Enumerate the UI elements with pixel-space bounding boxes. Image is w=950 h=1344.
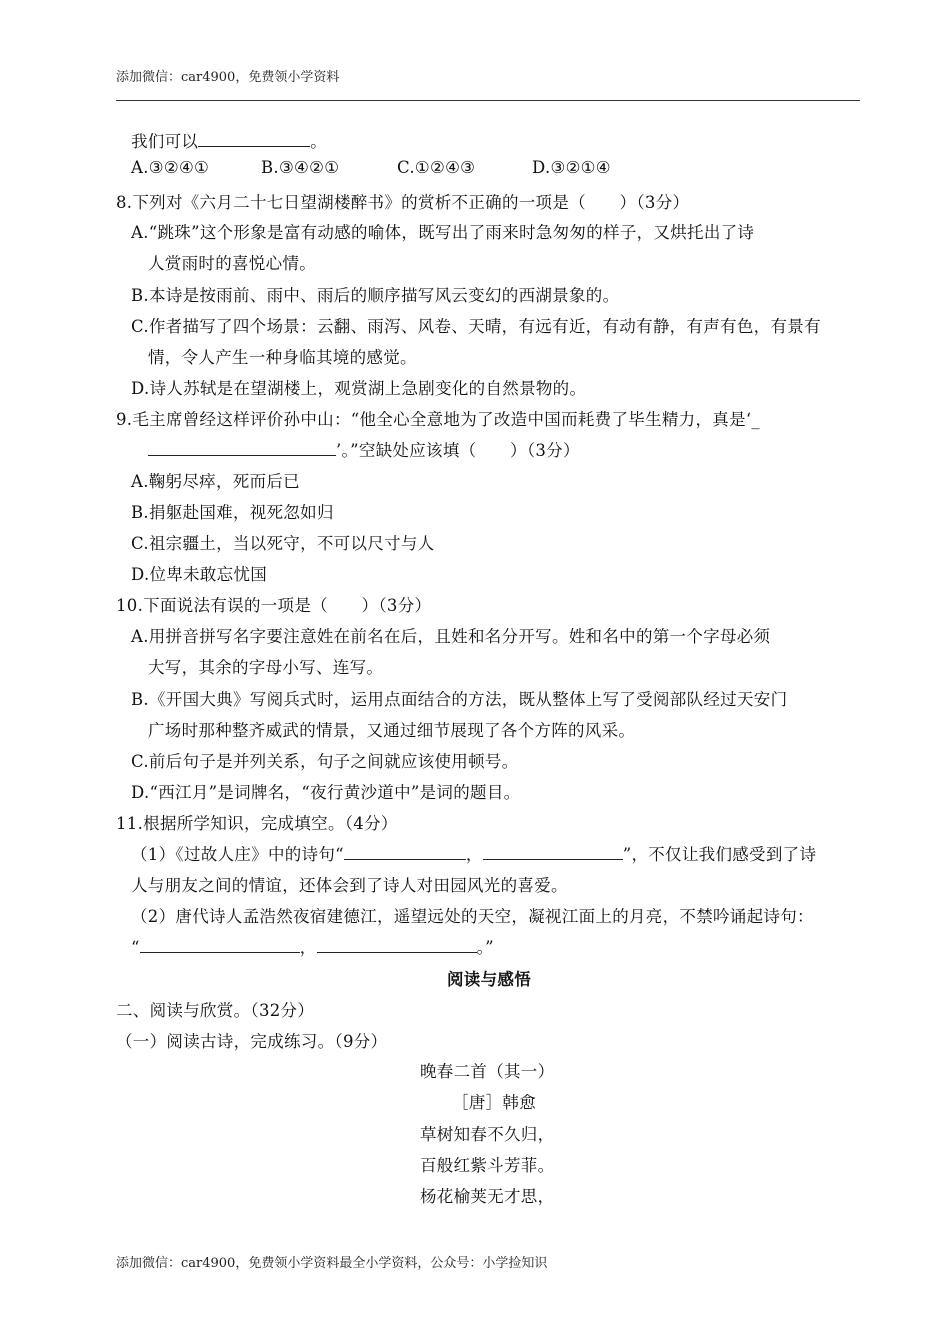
q9-stem-line2 xyxy=(148,437,580,461)
q11-blank-1 xyxy=(344,845,466,860)
page-header: 添加微信：car4900，免费领小学资料 xyxy=(116,70,340,85)
q10-option-a-line1: A.用拼音拼写名字要注意姓在前名在后，且姓和名分开写。姓和名中的第一个字母必须 xyxy=(131,627,771,646)
header-divider xyxy=(116,100,860,101)
q10-stem: 10.下面说法有误的一项是（ ）（3分） xyxy=(116,596,432,615)
q11-part2-text-c: 。” xyxy=(476,938,494,957)
q11-part1-text-b: ， xyxy=(465,845,483,864)
q11-blank-2 xyxy=(483,845,623,860)
q11-part2-line2 xyxy=(131,934,494,958)
q7-tail-after: 。 xyxy=(310,132,328,151)
q8-option-b: B.本诗是按雨前、雨中、雨后的顺序描写风云变幻的西湖景象的。 xyxy=(131,286,620,305)
poem-line-1: 草树知春不久归， xyxy=(420,1125,555,1144)
q9-option-c: C.祖宗疆土，当以死守，不可以尺寸与人 xyxy=(131,534,435,553)
part2-sub1: （一）阅读古诗，完成练习。（9分） xyxy=(116,1032,388,1051)
q11-part2-text-b: ， xyxy=(299,938,317,957)
poem-line-2: 百般红紫斗芳菲。 xyxy=(420,1156,555,1175)
q10-option-b-line2: 广场时那种整齐威武的情景，又通过细节展现了各个方阵的风采。 xyxy=(148,721,636,740)
q7-option-b: B.③④②① xyxy=(261,158,340,177)
q8-stem: 8.下列对《六月二十七日望湖楼醉书》的赏析不正确的一项是（ ）（3分） xyxy=(116,193,690,212)
q11-part1-line2: 人与朋友之间的情谊，还体会到了诗人对田园风光的喜爱。 xyxy=(131,876,568,895)
q11-part2-line1: （2）唐代诗人孟浩然夜宿建德江，遥望远处的天空，凝视江面上的月亮，不禁吟诵起诗句： xyxy=(131,907,814,926)
poem-title: 晚春二首（其一） xyxy=(420,1062,555,1081)
q9-option-d: D.位卑未敢忘忧国 xyxy=(131,565,268,584)
q11-part1-text-c: ”，不仅让我们感受到了诗 xyxy=(622,845,817,864)
q11-part1-text-a: （1）《过故人庄》中的诗句“ xyxy=(131,845,344,864)
q8-option-c-line2: 情，令人产生一种身临其境的感觉。 xyxy=(148,348,417,367)
part2-title: 二、阅读与欣赏。（32分） xyxy=(116,1001,315,1020)
q9-blank xyxy=(148,441,336,456)
q11-stem: 11.根据所学知识，完成填空。（4分） xyxy=(116,814,398,833)
q10-option-d: D.“西江月”是词牌名，“夜行黄沙道中”是词的题目。 xyxy=(131,783,521,802)
q8-option-a-line2: 人赏雨时的喜悦心情。 xyxy=(148,254,316,273)
q10-option-c: C.前后句子是并列关系，句子之间就应该使用顿号。 xyxy=(131,752,519,771)
q9-stem-line2-text: ’。”空缺处应该填（ ）（3分） xyxy=(336,441,580,460)
q7-option-c: C.①②④③ xyxy=(397,158,476,177)
q9-option-b: B.捐躯赴国难，视死忽如归 xyxy=(131,503,334,522)
q7-tail xyxy=(131,128,327,152)
section-heading: 阅读与感悟 xyxy=(447,970,531,989)
q11-blank-4 xyxy=(317,938,477,953)
q11-blank-3 xyxy=(140,938,300,953)
q7-blank xyxy=(198,132,310,147)
q8-option-c-line1: C.作者描写了四个场景：云翻、雨泻、风卷、天晴，有远有近，有动有静，有声有色，有景有 xyxy=(131,317,821,336)
q10-option-b-line1: B.《开国大典》写阅兵式时，运用点面结合的方法，既从整体上写了受阅部队经过天安门 xyxy=(131,690,788,709)
q7-tail-before: 我们可以 xyxy=(131,132,199,151)
q9-stem-line1: 9.毛主席曾经这样评价孙中山：“他全心全意地为了改造中国而耗费了毕生精力，真是‘_ xyxy=(116,410,760,429)
q11-part1-line1 xyxy=(131,841,816,865)
q8-option-d: D.诗人苏轼是在望湖楼上，观赏湖上急剧变化的自然景物的。 xyxy=(131,379,587,398)
q7-option-d: D.③②①④ xyxy=(532,158,611,177)
poem-line-3: 杨花榆荚无才思， xyxy=(420,1187,555,1206)
q9-option-a: A.鞠躬尽瘁，死而后已 xyxy=(131,472,300,491)
poem-author: ［唐］韩愈 xyxy=(452,1093,536,1112)
q8-option-a-line1: A.“跳珠”这个形象是富有动感的喻体，既写出了雨来时急匆匆的样子，又烘托出了诗 xyxy=(131,223,755,242)
q7-option-a: A.③②④① xyxy=(131,158,210,177)
q7-options xyxy=(131,158,611,177)
page-footer: 添加微信：car4900，免费领小学资料最全小学资料，公众号：小学捡知识 xyxy=(116,1256,548,1271)
q10-option-a-line2: 大写，其余的字母小写、连写。 xyxy=(148,658,384,677)
q11-part2-text-a: “ xyxy=(131,938,140,957)
